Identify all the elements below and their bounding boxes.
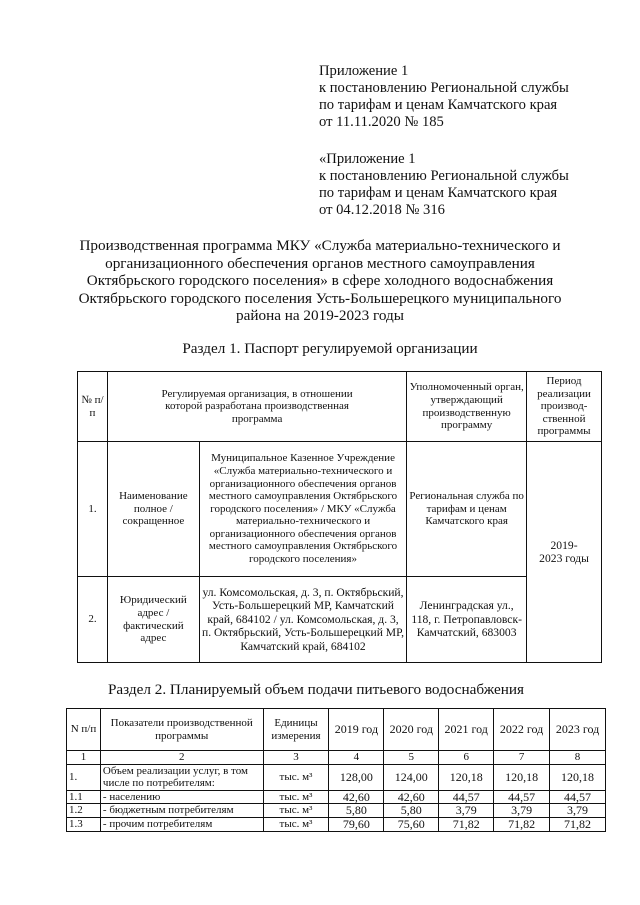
row-value: 42,60 (384, 790, 439, 804)
row-num: 1.2 (67, 804, 101, 818)
col-number: 3 (263, 751, 329, 765)
appendix-line: от 04.12.2018 № 316 (319, 202, 445, 218)
header-year: 2021 год (439, 709, 494, 751)
header-year: 2023 год (550, 709, 606, 751)
col-number: 8 (550, 751, 606, 765)
header-year: 2019 год (329, 709, 384, 751)
supply-volume-table (66, 708, 606, 832)
row-indicator: - бюджетным потребителям (100, 804, 263, 818)
row-value: 128,00 (329, 764, 384, 790)
row-value: 79,60 (329, 817, 384, 831)
row-num: 1.3 (67, 817, 101, 831)
row-value: 44,57 (550, 790, 606, 804)
col-number: 7 (494, 751, 550, 765)
row-num: 1. (67, 764, 101, 790)
row-label: Наименование полное / сокращенное (107, 442, 199, 577)
header-year: 2022 год (494, 709, 550, 751)
table-row (78, 442, 602, 577)
table-row (67, 804, 606, 818)
row-value: 120,18 (550, 764, 606, 790)
header-period: Период реализации производ-ственной программы (527, 372, 602, 442)
row-unit: тыс. м³ (263, 764, 329, 790)
appendix-line: Приложение 1 (319, 63, 409, 79)
column-number-row (67, 751, 606, 765)
row-value: 120,18 (439, 764, 494, 790)
row-authority: Региональная служба по тарифам и ценам Камчатского края (407, 442, 527, 577)
row-indicator: Объем реализации услуг, в том числе по потребителям: (100, 764, 263, 790)
header-indicator: Показатели производственной программы (100, 709, 263, 751)
appendix-line: к постановлению Региональной службы (319, 80, 569, 96)
organization-passport-table (77, 371, 602, 663)
appendix-line: от 11.11.2020 № 185 (319, 114, 444, 130)
row-num: 2. (78, 577, 108, 663)
col-number: 6 (439, 751, 494, 765)
row-unit: тыс. м³ (263, 804, 329, 818)
table-header-row (67, 709, 606, 751)
table-row (67, 790, 606, 804)
appendix-line: по тарифам и ценам Камчатского края (319, 97, 558, 113)
title-line: организационного обеспечения органов местного самоуправления (105, 254, 535, 272)
table-row (67, 817, 606, 831)
title-line: Октябрьского городского поселения Усть-Большерецкого муниципального (78, 289, 562, 307)
table-header-row (78, 372, 602, 442)
appendix-line: к постановлению Региональной службы (319, 168, 569, 184)
program-title (60, 237, 580, 325)
title-line: района на 2019-2023 годы (236, 307, 404, 324)
row-indicator: - населению (100, 790, 263, 804)
table-row (67, 764, 606, 790)
row-value: 42,60 (329, 790, 384, 804)
header-year: 2020 год (384, 709, 439, 751)
row-unit: тыс. м³ (263, 817, 329, 831)
col-number: 4 (329, 751, 384, 765)
title-line: Октябрьского городского поселения» в сфере холодного водоснабжения (86, 272, 554, 289)
row-org-address: ул. Комсомольская, д. 3, п. Октябрьский, Усть-Большерецкий МР, Камчатский край, 684102 / ул. Комсомольская, д. 3, п. Октябрьский, Усть-Большерецкий МР, Камчатский край, 684102 (199, 577, 406, 663)
header-unit: Единицы измерения (263, 709, 329, 751)
row-value: 3,79 (494, 804, 550, 818)
appendix-line: по тарифам и ценам Камчатского края (319, 185, 558, 201)
row-num: 1. (78, 442, 108, 577)
row-value: 124,00 (384, 764, 439, 790)
row-org-name: Муниципальное Казенное Учреждение «Служба материально-технического и организационного обеспечения органов местного самоуправления Октябрьского городского поселения» / МКУ «Служба материально-технического и организационного обеспечения органов местного самоуправления Октябрьского городского поселения» (199, 442, 406, 577)
appendix-current-header (319, 63, 569, 131)
row-authority-address: Ленинградская ул., 118, г. Петропавловск-Камчатский, 683003 (407, 577, 527, 663)
col-number: 2 (100, 751, 263, 765)
header-num: № п/п (78, 372, 108, 442)
title-line: Производственная программа МКУ «Служба материально-технического и (79, 237, 561, 254)
row-value: 5,80 (384, 804, 439, 818)
row-value: 44,57 (439, 790, 494, 804)
header-org: Регулируемая организация, в отношении которой разработана производственная программа (107, 372, 406, 442)
row-indicator: - прочим потребителям (100, 817, 263, 831)
header-num: N п/п (67, 709, 101, 751)
section1-title: Раздел 1. Паспорт регулируемой организации (182, 340, 478, 357)
row-value: 120,18 (494, 764, 550, 790)
section2-title: Раздел 2. Планируемый объем подачи питьевого водоснабжения (107, 681, 525, 698)
table-row (78, 577, 602, 663)
row-unit: тыс. м³ (263, 790, 329, 804)
row-value: 44,57 (494, 790, 550, 804)
row-label: Юридический адрес / фактический адрес (107, 577, 199, 663)
row-value: 3,79 (550, 804, 606, 818)
row-value: 75,60 (384, 817, 439, 831)
row-value: 5,80 (329, 804, 384, 818)
appendix-line: «Приложение 1 (319, 151, 416, 167)
header-authority: Уполномоченный орган, утверждающий производственную программу (407, 372, 527, 442)
row-value: 71,82 (550, 817, 606, 831)
col-number: 5 (384, 751, 439, 765)
row-value: 3,79 (439, 804, 494, 818)
row-value: 71,82 (439, 817, 494, 831)
col-number: 1 (67, 751, 101, 765)
row-value: 71,82 (494, 817, 550, 831)
appendix-original-header (319, 151, 569, 219)
row-num: 1.1 (67, 790, 101, 804)
period-cell: 2019-2023 годы (527, 442, 602, 663)
